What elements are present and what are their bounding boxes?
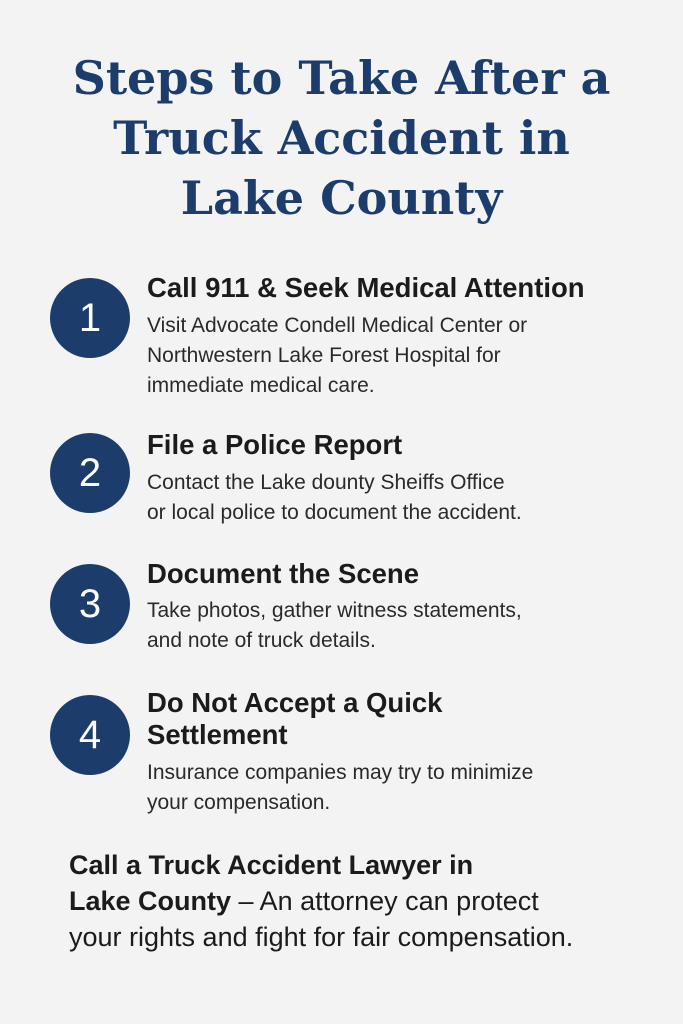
step-4-title-line: Settlement [147,719,288,750]
step-2-title: File a Police Report [147,429,403,460]
cta-line-1 [69,847,649,883]
step-1-description-line: immediate medical care. [147,374,375,397]
step-4-description-line: your compensation. [147,791,331,814]
step-1-description [147,311,667,401]
cta-text: – An attorney can protect [231,886,539,916]
cta-line-3: your rights and fight for fair compensation. [69,922,574,952]
page-title [0,48,683,228]
step-4-description-line: Insurance companies may try to minimize [147,761,534,784]
call-to-action [69,847,649,955]
step-1-number-badge: 1 [50,278,130,358]
step-3-description-line: and note of truck details. [147,629,376,652]
step-1-description-line: Northwestern Lake Forest Hospital for [147,344,501,367]
step-4-number-badge: 4 [50,695,130,775]
cta-bold-text: Call a Truck Accident Lawyer in [69,850,474,880]
step-1-title: Call 911 & Seek Medical Attention [147,272,585,303]
step-4-title [147,687,647,751]
step-2-description-line: Contact the Lake dounty Sheiffs Office [147,471,505,494]
step-3-description [147,596,667,656]
cta-bold-text: Lake County [69,886,232,916]
page-title-line-2: Truck Accident in [113,111,570,165]
cta-line-2 [69,883,649,919]
step-4-title-line: Do Not Accept a Quick [147,687,443,718]
step-3-title: Document the Scene [147,558,420,589]
step-3-description-line: Take photos, gather witness statements, [147,599,522,622]
step-2-description [147,468,667,528]
page-title-line-3: Lake County [180,171,503,225]
step-1-description-line: Visit Advocate Condell Medical Center or [147,314,528,337]
step-2-description-line: or local police to document the accident. [147,501,522,524]
step-4-description [147,758,667,818]
step-2-number-badge: 2 [50,433,130,513]
step-3-number-badge: 3 [50,564,130,644]
page-title-line-1: Steps to Take After a [72,51,611,105]
